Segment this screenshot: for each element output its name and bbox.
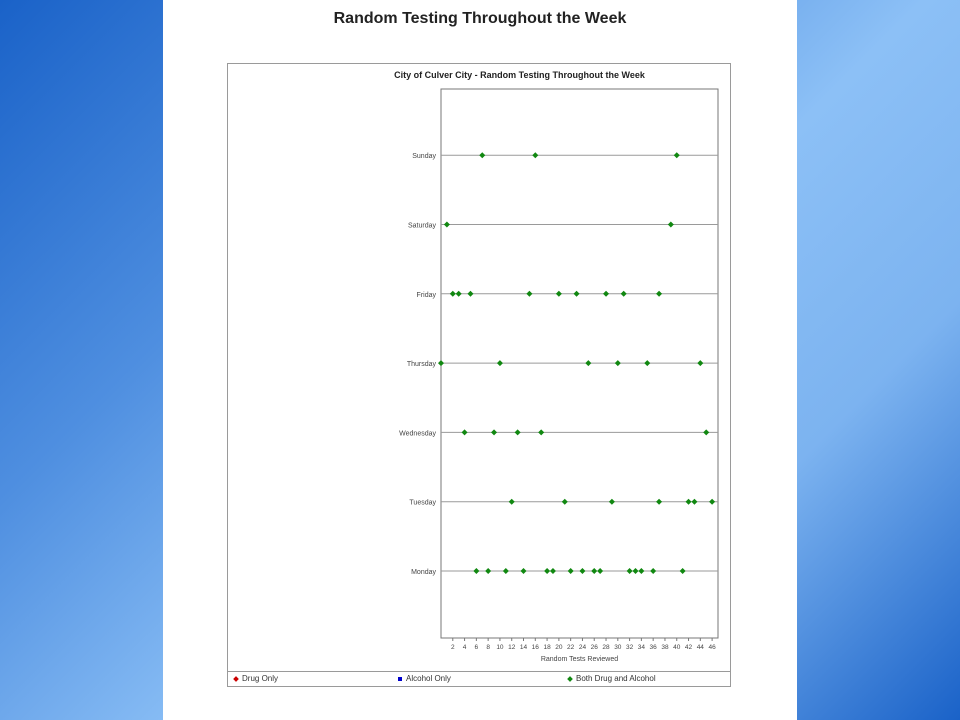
data-point-friday bbox=[556, 291, 562, 297]
y-tick-label-friday: Friday bbox=[416, 291, 436, 299]
x-tick-label: 12 bbox=[508, 644, 516, 651]
data-point-thursday bbox=[585, 360, 591, 366]
data-point-friday bbox=[656, 291, 662, 297]
data-point-sunday bbox=[674, 152, 680, 158]
data-point-thursday bbox=[497, 360, 503, 366]
x-axis-label: Random Tests Reviewed bbox=[540, 656, 619, 663]
data-point-monday bbox=[485, 568, 491, 574]
y-tick-label-wednesday: Wednesday bbox=[399, 430, 436, 438]
data-point-monday bbox=[597, 568, 603, 574]
legend-label: Alcohol Only bbox=[406, 674, 451, 683]
data-point-tuesday bbox=[709, 499, 715, 505]
x-tick-label: 32 bbox=[625, 644, 634, 651]
x-tick-label: 46 bbox=[708, 644, 716, 651]
data-point-saturday bbox=[668, 222, 674, 228]
data-point-monday bbox=[473, 568, 479, 574]
x-tick-label: 30 bbox=[614, 644, 622, 651]
legend-marker-green-diamond bbox=[567, 676, 573, 682]
legend-marker-red-diamond bbox=[233, 676, 239, 682]
data-point-friday bbox=[526, 291, 532, 297]
data-point-monday bbox=[650, 568, 656, 574]
scatter-chart bbox=[228, 64, 730, 672]
x-tick-label: 2 bbox=[450, 644, 455, 651]
data-point-tuesday bbox=[656, 499, 662, 505]
data-point-tuesday bbox=[691, 499, 697, 505]
data-point-wednesday bbox=[538, 429, 544, 435]
data-point-monday bbox=[627, 568, 633, 574]
data-point-wednesday bbox=[703, 429, 709, 435]
data-point-monday bbox=[550, 568, 556, 574]
slide bbox=[163, 0, 797, 720]
data-point-monday bbox=[521, 568, 527, 574]
slide-title: Random Testing Throughout the Week bbox=[333, 10, 627, 27]
y-tick-label-tuesday: Tuesday bbox=[409, 499, 436, 507]
x-tick-label: 34 bbox=[637, 644, 646, 651]
chart-title: City of Culver City - Random Testing Throughout the Week bbox=[394, 70, 645, 80]
legend-item-both bbox=[568, 674, 656, 683]
x-tick-label: 20 bbox=[555, 644, 563, 651]
x-tick-label: 6 bbox=[474, 644, 479, 651]
data-point-friday bbox=[456, 291, 462, 297]
legend-marker-blue-square bbox=[398, 677, 402, 681]
data-point-monday bbox=[638, 568, 644, 574]
data-point-tuesday bbox=[686, 499, 692, 505]
legend-item-drug-only bbox=[234, 674, 278, 683]
x-tick-label: 28 bbox=[602, 644, 610, 651]
legend-item-alcohol-only bbox=[398, 674, 451, 683]
data-point-monday bbox=[568, 568, 574, 574]
data-point-friday bbox=[621, 291, 627, 297]
data-point-sunday bbox=[532, 152, 538, 158]
legend-label: Drug Only bbox=[242, 674, 279, 683]
y-tick-label-saturday: Saturday bbox=[407, 222, 436, 230]
data-point-saturday bbox=[444, 222, 450, 228]
data-point-thursday bbox=[644, 360, 650, 366]
x-tick-label: 4 bbox=[462, 644, 467, 651]
data-point-tuesday bbox=[509, 499, 515, 505]
data-point-thursday bbox=[697, 360, 703, 366]
legend-label: Both Drug and Alcohol bbox=[576, 674, 656, 683]
x-tick-label: 16 bbox=[531, 644, 539, 651]
data-point-friday bbox=[603, 291, 609, 297]
chart-legend bbox=[228, 671, 730, 686]
data-point-wednesday bbox=[462, 429, 468, 435]
data-point-monday bbox=[579, 568, 585, 574]
x-tick-label: 10 bbox=[496, 644, 504, 651]
x-tick-label: 26 bbox=[590, 644, 598, 651]
x-tick-label: 42 bbox=[684, 644, 693, 651]
data-point-tuesday bbox=[609, 499, 615, 505]
x-tick-label: 24 bbox=[578, 644, 587, 651]
x-tick-label: 36 bbox=[649, 644, 657, 651]
data-point-friday bbox=[450, 291, 456, 297]
data-point-sunday bbox=[479, 152, 485, 158]
x-tick-label: 8 bbox=[486, 644, 490, 651]
y-tick-label-thursday: Thursday bbox=[406, 361, 436, 369]
y-tick-label-monday: Monday bbox=[411, 569, 436, 576]
data-point-monday bbox=[503, 568, 509, 574]
data-point-thursday bbox=[438, 360, 444, 366]
data-point-monday bbox=[544, 568, 550, 574]
data-point-monday bbox=[632, 568, 638, 574]
data-point-friday bbox=[574, 291, 580, 297]
data-point-thursday bbox=[615, 360, 621, 366]
data-point-wednesday bbox=[515, 429, 521, 435]
y-tick-label-sunday: Sunday bbox=[412, 153, 436, 161]
x-tick-label: 40 bbox=[673, 644, 681, 651]
data-point-monday bbox=[680, 568, 686, 574]
data-point-friday bbox=[467, 291, 473, 297]
x-tick-label: 22 bbox=[567, 644, 575, 651]
data-point-wednesday bbox=[491, 429, 497, 435]
chart-frame bbox=[227, 63, 731, 687]
data-point-tuesday bbox=[562, 499, 568, 505]
x-tick-label: 38 bbox=[661, 644, 669, 651]
x-tick-label: 14 bbox=[519, 644, 528, 651]
x-tick-label: 44 bbox=[696, 644, 704, 651]
x-tick-label: 18 bbox=[543, 644, 551, 651]
data-point-monday bbox=[591, 568, 597, 574]
